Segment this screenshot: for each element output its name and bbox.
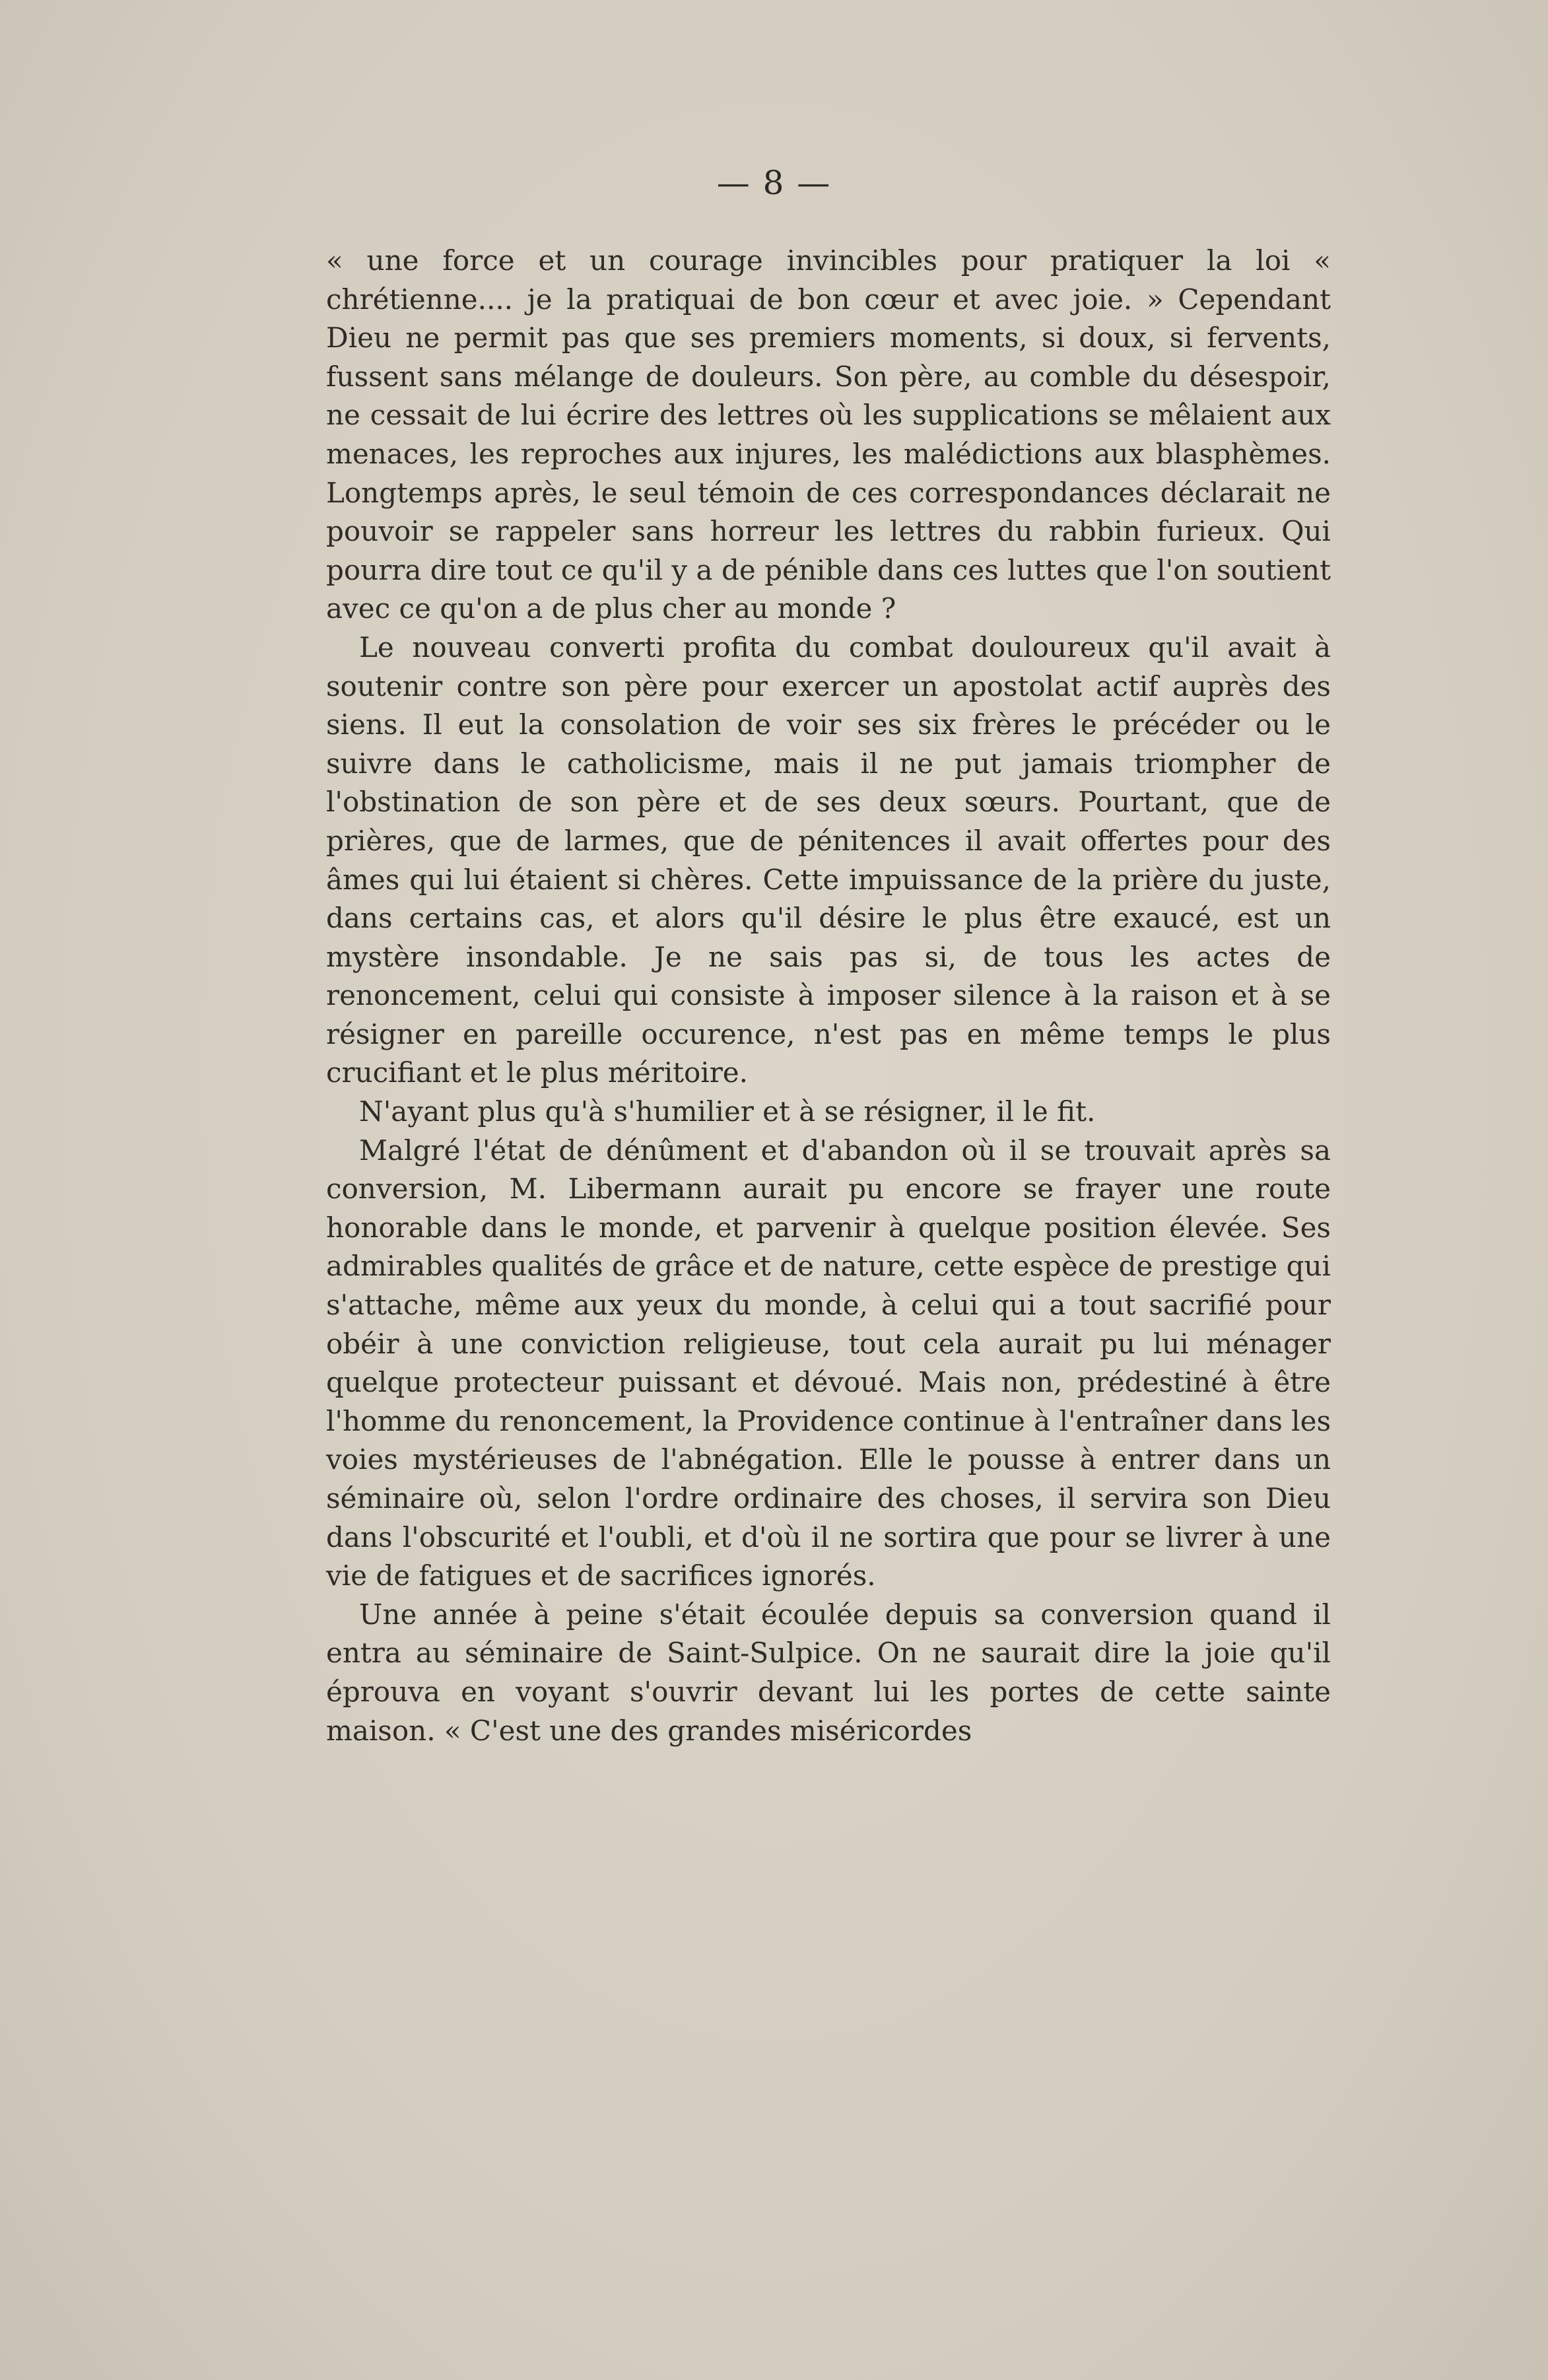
paragraph-1: « une force et un courage invincibles pour pratiquer la loi « chrétienne.... je la pratiquai de bon cœur et avec joie. » Cependant Dieu ne permit pas que ses premiers moments, si doux, si fervents, fussent sans mélange de douleurs. Son père, au comble du désespoir, ne cessait de lui écrire des lettres où les supplications se mêlaient aux menaces, les reproches aux injures, les malédictions aux blasphèmes. Longtemps après, le seul témoin de ces correspondances déclarait ne pouvoir se rappeler sans horreur les lettres du rabbin furieux. Qui pourra dire tout ce qu'il y a de pénible dans ces luttes que l'on soutient avec ce qu'on a de plus cher au monde ? xyxy=(326,244,1331,625)
paragraph-3: N'ayant plus qu'à s'humilier et à se résigner, il le fit. xyxy=(359,1095,1096,1128)
paragraph-2: Le nouveau converti profita du combat douloureux qu'il avait à soutenir contre son père pour exercer un apostolat actif auprès des siens. Il eut la consolation de voir ses six frères le précéder ou le suivre dans le catholicisme, mais il ne put jamais triompher de l'obstination de son père et de ses deux sœurs. Pourtant, que de prières, que de larmes, que de pénitences il avait offertes pour des âmes qui lui étaient si chères. Cette impuissance de la prière du juste, dans certains cas, et alors qu'il désire le plus être exaucé, est un mystère insondable. Je ne sais pas si, de tous les actes de renoncement, celui qui consiste à imposer silence à la raison et à se résigner en pareille occurence, n'est pas en même temps le plus crucifiant et le plus méritoire. xyxy=(326,630,1331,1089)
paragraph-4: Malgré l'état de dénûment et d'abandon où il se trouvait après sa conversion, M. Libermann aurait pu encore se frayer une route honorable dans le monde, et parvenir à quelque position élevée. Ses admirables qualités de grâce et de nature, cette espèce de prestige qui s'attache, même aux yeux du monde, à celui qui a tout sacrifié pour obéir à une conviction religieuse, tout cela aurait pu lui ménager quelque protecteur puissant et dévoué. Mais non, prédestiné à être l'homme du renoncement, la Providence continue à l'entraîner dans les voies mystérieuses de l'abnégation. Elle le pousse à entrer dans un séminaire où, selon l'ordre ordinaire des choses, il servira son Dieu dans l'obscurité et l'oubli, et d'où il ne sortira que pour se livrer à une vie de fatigues et de sacrifices ignorés. xyxy=(326,1134,1331,1592)
paragraph-5: Une année à peine s'était écoulée depuis sa conversion quand il entra au séminaire de Saint-Sulpice. On ne saurait dire la joie qu'il éprouva en voyant s'ouvrir devant lui les portes de cette sainte maison. « C'est une des grandes miséricordes xyxy=(326,1598,1331,1747)
page-number: — 8 — xyxy=(716,164,832,202)
body-text xyxy=(326,242,1331,1750)
